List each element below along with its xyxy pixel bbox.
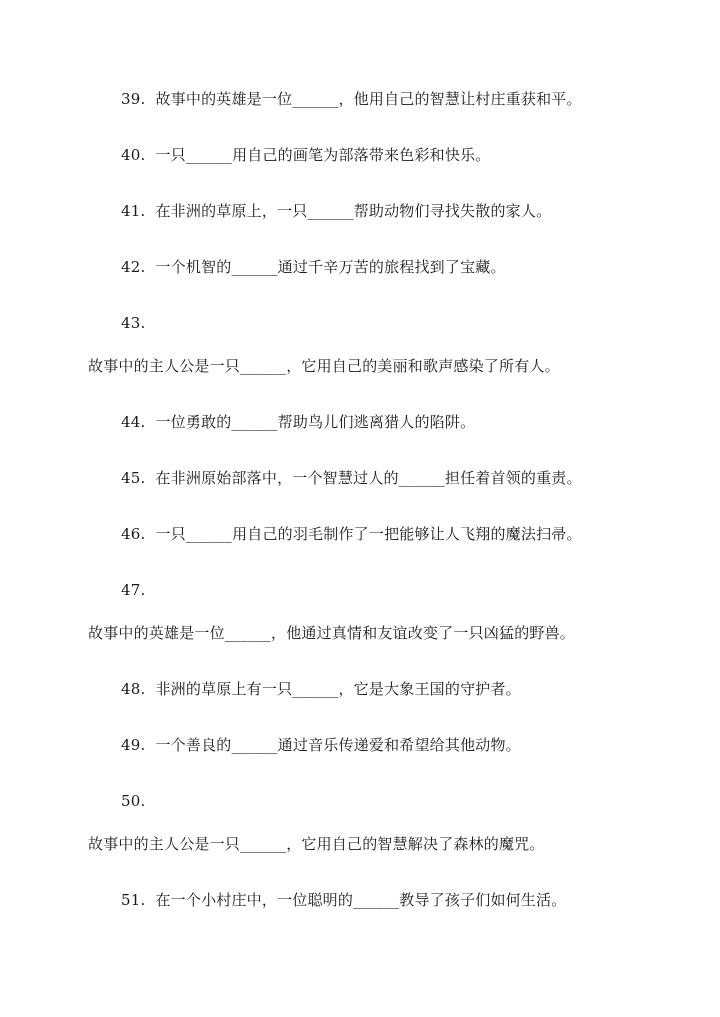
question-48	[121, 679, 521, 699]
question-text: 一个机智的______通过千辛万苦的旅程找到了宝藏。	[155, 258, 506, 276]
question-text: 故事中的主人公是一只______，它用自己的美丽和歌声感染了所有人。	[88, 357, 560, 375]
question-text: 一只______用自己的羽毛制作了一把能够让人飞翔的魔法扫帚。	[155, 525, 582, 543]
question-text: 在一个小村庄中，一位聪明的______教导了孩子们如何生活。	[155, 891, 567, 909]
question-number: 40.	[121, 146, 146, 164]
question-number: 47.	[121, 581, 146, 599]
question-42	[121, 257, 506, 277]
question-39	[121, 89, 582, 109]
question-number: 45.	[121, 469, 146, 487]
question-number: 39.	[121, 90, 146, 108]
question-45	[121, 468, 582, 488]
question-text: 一只______用自己的画笔为部落带来色彩和快乐。	[155, 146, 491, 164]
question-number: 46.	[121, 525, 146, 543]
question-text: 在非洲原始部落中，一个智慧过人的______担任着首领的重责。	[155, 469, 582, 487]
question-47	[88, 623, 575, 643]
question-number: 49.	[121, 736, 146, 754]
question-number: 43.	[121, 314, 146, 332]
question-text: 在非洲的草原上，一只______帮助动物们寻找失散的家人。	[155, 202, 552, 220]
question-text: 非洲的草原上有一只______，它是大象王国的守护者。	[155, 680, 521, 698]
question-text: 故事中的主人公是一只______，它用自己的智慧解决了森林的魔咒。	[88, 835, 545, 853]
question-46	[121, 524, 582, 544]
question-41	[121, 201, 551, 221]
question-number: 41.	[121, 202, 146, 220]
question-50	[88, 834, 545, 854]
question-40	[121, 145, 490, 165]
question-text: 故事中的英雄是一位______，他用自己的智慧让村庄重获和平。	[155, 90, 582, 108]
question-number: 48.	[121, 680, 146, 698]
question-43-number	[121, 313, 145, 333]
question-text: 一位勇敢的______帮助鸟儿们逃离猎人的陷阱。	[155, 413, 476, 431]
question-51	[121, 890, 566, 910]
question-44	[121, 412, 475, 432]
question-43	[88, 356, 560, 376]
question-49	[121, 735, 521, 755]
question-number: 42.	[121, 258, 146, 276]
question-number: 44.	[121, 413, 146, 431]
question-text: 故事中的英雄是一位______，他通过真情和友谊改变了一只凶猛的野兽。	[88, 624, 576, 642]
question-number: 50.	[121, 792, 146, 810]
question-number: 51.	[121, 891, 146, 909]
question-text: 一个善良的______通过音乐传递爱和希望给其他动物。	[155, 736, 521, 754]
question-50-number	[121, 791, 145, 811]
question-47-number	[121, 580, 145, 600]
